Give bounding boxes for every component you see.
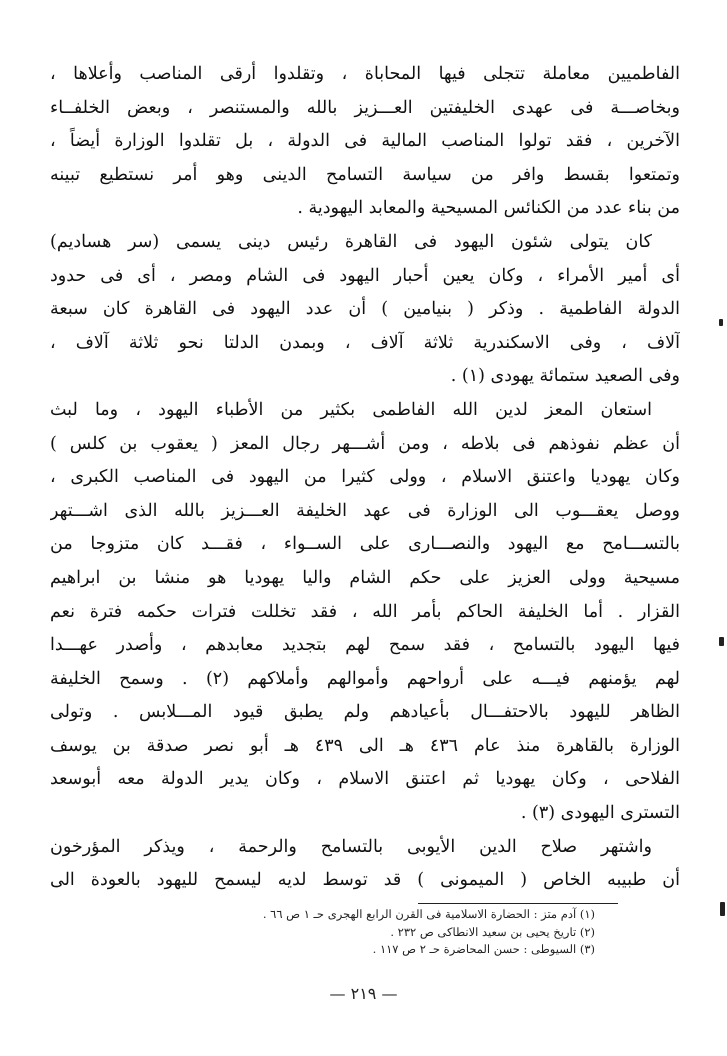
text-line: الدولة الفاطمية . وذكر ( بنيامين ) أن عدد اليهود فى القاهرة كان سبعة	[50, 299, 680, 320]
text-line: لهم يؤمنهم فيـــه على أرواحهم وأموالهم وأملاكهم (٢) . وسمح الخليفة	[50, 668, 680, 689]
text-line: آلاف ، وفى الاسكندرية ثلاثة آلاف ، وبمدن الدلتا نحو ثلاثة آلاف ،	[50, 332, 680, 353]
scan-mark	[719, 637, 724, 646]
paragraph	[50, 831, 680, 898]
text-line: وكان يهوديا واعتنق الاسلام ، وولى كثيرا من اليهود فى المناصب الكبرى ،	[50, 467, 680, 488]
text-line: أن عظم نفوذهم فى بلاطه ، ومن أشـــهر رجال المعز ( يعقوب بن كلس )	[50, 433, 680, 454]
text-line: الظاهر لليهود بالاحتفـــال بأعيادهم ولم يطبق قيود المـــلابس . وتولى	[50, 702, 680, 723]
text-line: الفلاحى ، وكان يهوديا ثم اعتنق الاسلام ، وكان يدير الدولة معه أبوسعد	[50, 769, 680, 790]
text-line: وبخاصـــة فى عهدى الخليفتين العـــزيز بالله والمستنصر ، وبعض الخلفــاء	[50, 97, 680, 118]
text-line: الفاطميين معاملة تتجلى فيها المحاباة ، وتقلدوا أرقى المناصب وأعلاها ،	[50, 64, 680, 84]
footnote: (٣) السيوطى : حسن المحاضرة حـ ٢ ص ١١٧ .	[372, 942, 595, 956]
text-line: استعان المعز لدين الله الفاطمى بكثير من الأطباء اليهود ، وما لبث	[50, 399, 652, 420]
text-line: وفى الصعيد ستمائة يهودى (١) .	[450, 366, 680, 387]
text-line: ووصل يعقـــوب الى الوزارة فى عهد الخليفة العـــزيز بالله الذى اشـــتهر	[50, 500, 680, 521]
text-line: الوزارة بالقاهرة منذ عام ٤٣٦ هـ الى ٤٣٩ هـ أبو نصر صدقة بن يوسف	[50, 735, 680, 756]
page-number: — ٢١٩ —	[329, 984, 398, 1003]
text-line: بالتســـامح مع اليهود والنصـــارى على الســواء ، فقـــد كان متزوجا من	[50, 534, 680, 555]
text-line: كان يتولى شئون اليهود فى القاهرة رئيس دينى يسمى (سر هساديم)	[50, 231, 652, 252]
text-line: مسيحية وولى العزيز على حكم الشام واليا يهوديا هو منشا بن ابراهيم	[50, 567, 680, 588]
body-text	[50, 58, 680, 898]
text-line: وتمتعوا بقسط وافر من سياسة التسامح الدينى وهو أمر نستطيع تبينه	[50, 164, 680, 185]
footnote: (٢) تاريخ يحيى بن سعيد الانطاكى ص ٢٣٢ .	[390, 924, 595, 939]
paragraph	[50, 226, 680, 394]
scan-mark	[719, 319, 723, 326]
footnote: (١) آدم متز : الحضارة الاسلامية فى القرن الرابع الهجرى حـ ١ ص ٦٦ .	[262, 907, 595, 921]
text-line: التسترى اليهودى (٣) .	[520, 803, 680, 824]
footnotes	[125, 906, 595, 959]
text-line: أن طبيبه الخاص ( الميمونى ) قد توسط لديه ليسمح لليهود بالعودة الى	[50, 870, 680, 891]
footnote-divider	[418, 903, 618, 904]
text-line: الآخرين ، فقد تولوا المناصب المالية فى الدولة ، بل تقلدوا الوزارة أيضاً ،	[50, 131, 680, 152]
text-line: فيها اليهود بالتسامح ، فقد سمح لهم بتجديد معابدهم ، وأصدر عهـــدا	[50, 635, 680, 656]
text-line: واشتهر صلاح الدين الأيوبى بالتسامح والرحمة ، ويذكر المؤرخون	[50, 836, 652, 857]
paragraph	[50, 394, 680, 831]
scan-mark	[720, 902, 725, 916]
text-line: القزار . أما الخليفة الحاكم بأمر الله ، فقد تخللت فترات حكمه فترة نعم	[50, 601, 680, 622]
text-line: من بناء عدد من الكنائس المسيحية والمعابد اليهودية .	[297, 198, 680, 219]
paragraph	[50, 58, 680, 226]
text-line: أى أمير الأمراء ، وكان يعين أحبار اليهود فى الشام ومصر ، أى فى حدود	[50, 265, 680, 286]
